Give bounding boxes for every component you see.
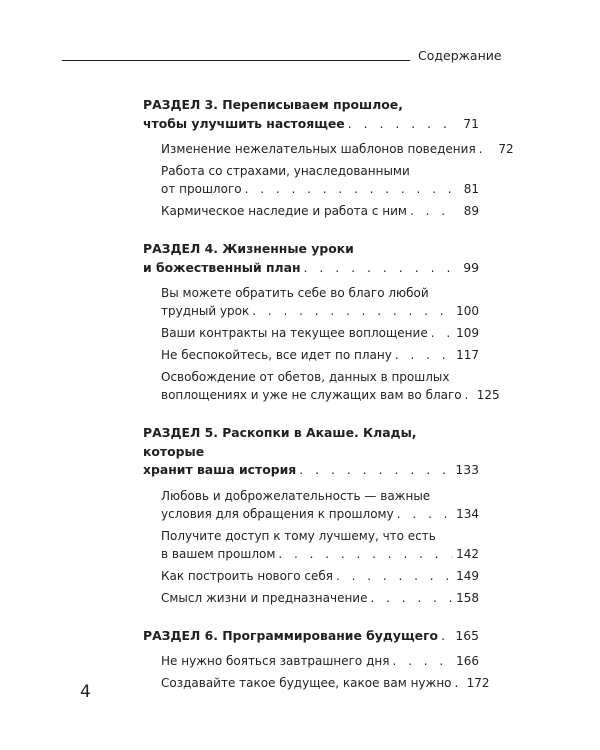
toc-row — [161, 674, 490, 692]
toc-item-text: Освобождение от обетов, данных в прошлых — [161, 370, 450, 384]
toc-row — [161, 346, 479, 364]
section-heading[interactable] — [143, 96, 479, 133]
toc-item-text: Как построить нового себя — [161, 568, 334, 583]
toc-page-number: 172 — [466, 676, 490, 690]
toc-row — [143, 461, 479, 480]
toc-row — [161, 652, 479, 670]
dot-leader — [395, 346, 452, 364]
toc-page-number: 109 — [456, 326, 479, 340]
section-items — [143, 284, 500, 404]
dot-leader — [336, 567, 452, 585]
toc-section — [143, 627, 490, 693]
toc-item-text: Ваши контракты на текущее воплощение — [161, 326, 428, 340]
dot-leader — [431, 324, 452, 342]
toc-section — [143, 96, 514, 220]
section-title-line: хранит ваша история — [143, 462, 297, 477]
toc-row — [161, 140, 514, 158]
section-title-line: и божественный план — [143, 259, 301, 275]
toc-section — [143, 424, 479, 607]
toc-item-text: воплощениях и уже не служащих вам во благо — [161, 388, 462, 402]
toc-item-text: Работа со страхами, унаследованными — [161, 164, 410, 178]
page-number: 4 — [80, 682, 91, 702]
dot-leader — [370, 589, 452, 607]
toc-row — [161, 180, 479, 198]
toc-page-number: 165 — [455, 627, 479, 643]
toc-row — [161, 202, 479, 220]
toc-row — [161, 302, 479, 320]
toc-item[interactable] — [161, 567, 479, 585]
toc-item[interactable] — [161, 202, 479, 220]
dot-leader — [304, 259, 452, 278]
toc-item[interactable] — [161, 589, 479, 607]
dot-leader — [455, 674, 463, 692]
dot-leader — [252, 302, 452, 320]
toc-page-number: 99 — [463, 259, 479, 275]
toc-item-text: трудный урок — [161, 304, 250, 318]
toc-row — [161, 567, 479, 585]
table-of-contents — [143, 96, 514, 692]
toc-page-number: 100 — [456, 304, 479, 318]
toc-item[interactable] — [161, 674, 490, 692]
toc-item[interactable] — [161, 652, 479, 670]
toc-section — [143, 240, 500, 404]
toc-item-text: Получите доступ к тому лучшему, что есть — [161, 528, 436, 543]
toc-item[interactable] — [161, 162, 479, 198]
section-title-line: РАЗДЕЛ 5. Раскопки в Акаше. Клады, которые — [143, 425, 417, 459]
dot-leader — [278, 545, 452, 563]
toc-row — [143, 259, 479, 278]
toc-page-number: 142 — [456, 546, 479, 561]
toc-row — [143, 627, 479, 646]
dot-leader — [479, 140, 487, 158]
toc-item-text: Смысл жизни и предназначение — [161, 590, 368, 605]
toc-item[interactable] — [161, 487, 479, 523]
toc-item-text: условия для обращения к прошлому — [161, 506, 394, 521]
toc-page-number: 125 — [476, 388, 500, 402]
dot-leader — [245, 180, 452, 198]
toc-item[interactable] — [161, 346, 479, 364]
dot-leader — [410, 202, 452, 220]
toc-row — [161, 324, 479, 342]
dot-leader — [441, 627, 452, 646]
section-items — [143, 140, 514, 220]
dot-leader — [348, 115, 452, 134]
section-heading[interactable] — [143, 627, 479, 646]
toc-item[interactable] — [161, 324, 479, 342]
toc-item-text: Не нужно бояться завтрашнего дня — [161, 654, 390, 668]
section-items — [143, 487, 479, 607]
toc-row — [161, 386, 500, 404]
section-heading[interactable] — [143, 240, 479, 277]
toc-item-text: Создавайте такое будущее, какое вам нужно — [161, 676, 452, 690]
section-title-line: РАЗДЕЛ 4. Жизненные уроки — [143, 241, 354, 256]
toc-row — [161, 505, 479, 523]
section-heading[interactable] — [143, 424, 479, 480]
section-title-line: РАЗДЕЛ 6. Программирование будущего — [143, 627, 439, 643]
toc-item[interactable] — [161, 284, 479, 320]
toc-row — [143, 115, 479, 134]
toc-page-number: 71 — [463, 115, 479, 131]
toc-page-number: 89 — [463, 204, 479, 218]
toc-page-number: 149 — [456, 568, 479, 583]
toc-item-text: Вы можете обратить себе во благо любой — [161, 286, 429, 300]
dot-leader — [465, 386, 473, 404]
header-rule — [62, 60, 410, 61]
toc-item-text: в вашем прошлом — [161, 546, 276, 561]
toc-page-number: 117 — [456, 348, 479, 362]
toc-item-text: Изменение нежелательных шаблонов поведения — [161, 142, 476, 156]
dot-leader — [397, 505, 452, 523]
toc-item-text: Кармическое наследие и работа с ним — [161, 204, 407, 218]
toc-row — [161, 545, 479, 563]
toc-row — [161, 589, 479, 607]
toc-item[interactable] — [161, 368, 500, 404]
section-title-line: чтобы улучшить настоящее — [143, 115, 345, 131]
toc-page-number: 133 — [455, 462, 479, 477]
toc-page-number: 166 — [456, 654, 479, 668]
section-title-line: РАЗДЕЛ 3. Переписываем прошлое, — [143, 97, 403, 112]
toc-page-number: 158 — [456, 590, 479, 605]
running-header: Содержание — [418, 48, 502, 63]
toc-item-text: Любовь и доброжелательность — важные — [161, 488, 431, 503]
section-items — [143, 652, 490, 692]
toc-item-text: Не беспокойтесь, все идет по плану — [161, 348, 392, 362]
toc-page-number: 81 — [463, 182, 479, 196]
toc-item[interactable] — [161, 527, 479, 563]
dot-leader — [392, 652, 452, 670]
dot-leader — [299, 461, 452, 480]
toc-page-number: 134 — [456, 506, 479, 521]
toc-item-text: от прошлого — [161, 182, 242, 196]
toc-item[interactable] — [161, 140, 514, 158]
toc-page-number: 72 — [498, 142, 514, 156]
